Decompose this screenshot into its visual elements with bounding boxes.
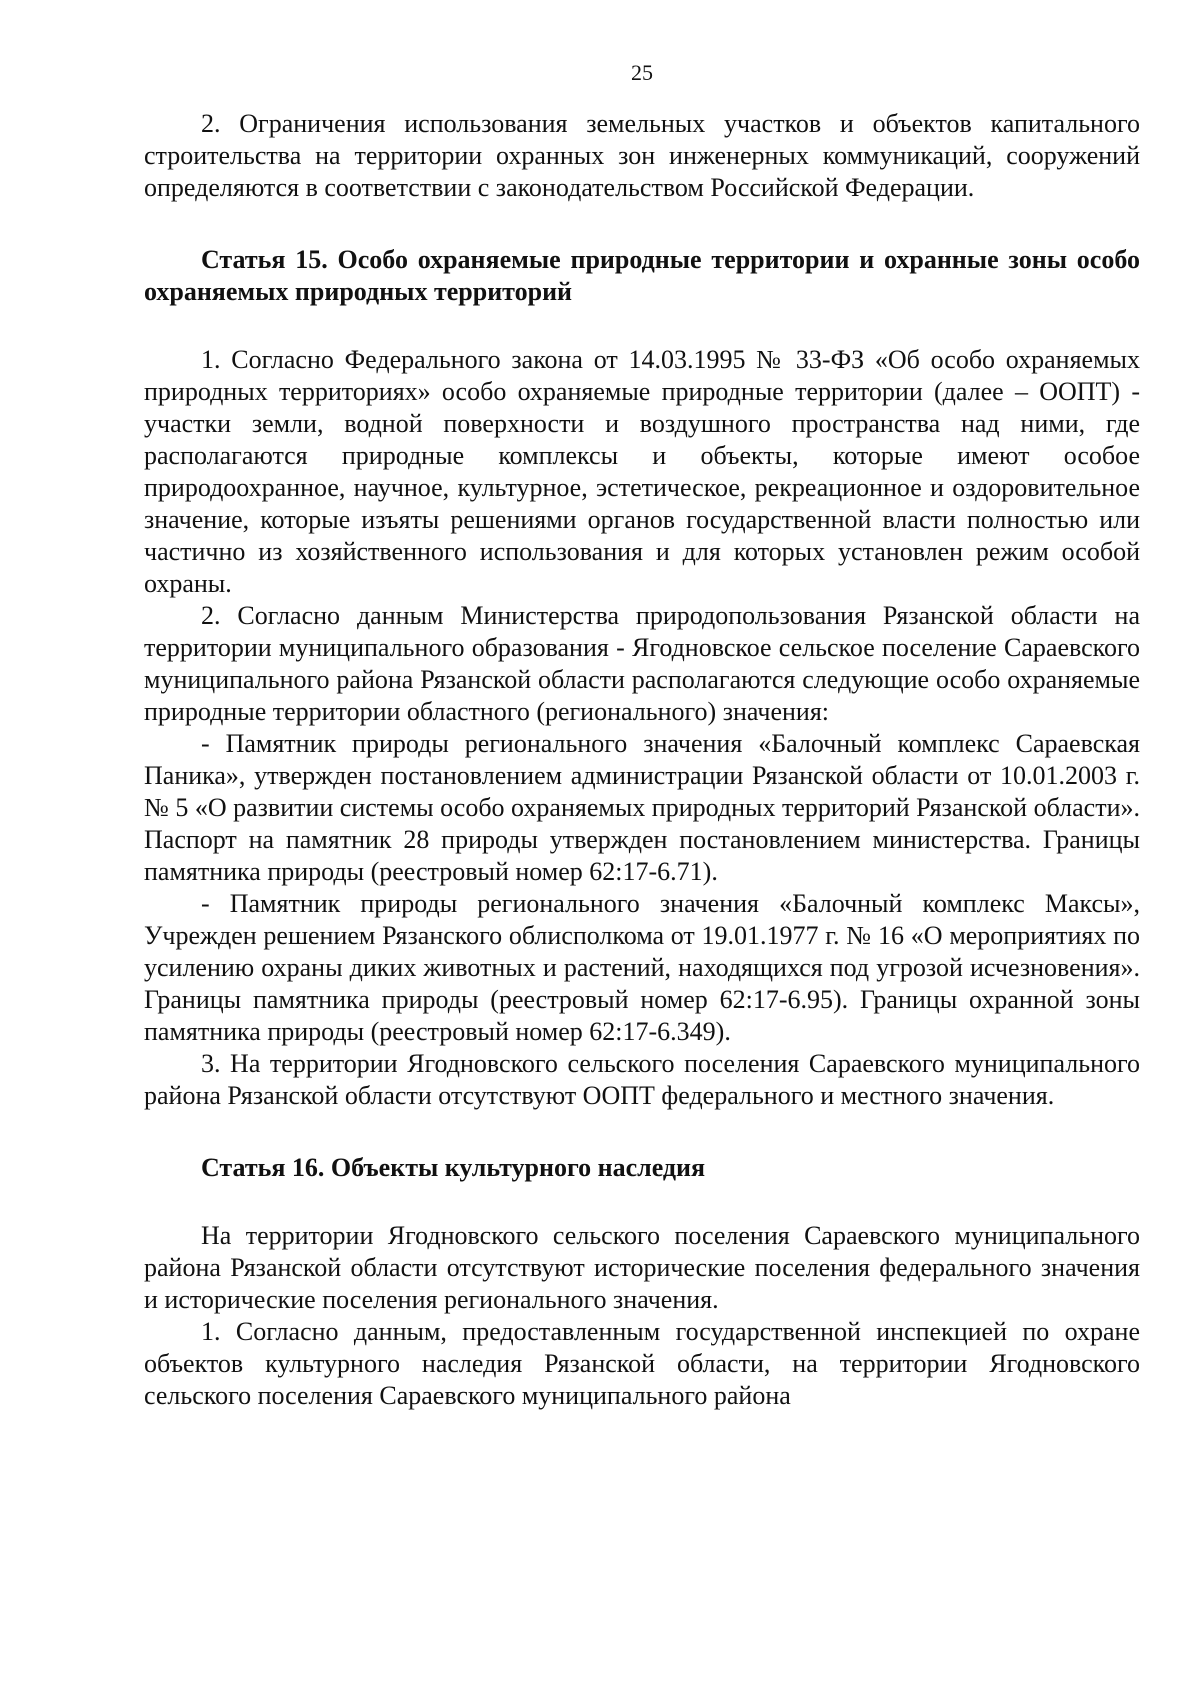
page-number: 25	[631, 60, 653, 85]
paragraph-restrictions: 2. Ограничения использования земельных участков и объектов капитального строительства на территории охранных зон инженерных коммуникаций, сооружений определяются в соответствии с законодательством Российской Федерации.	[144, 109, 1140, 202]
article-15-paragraph-2: 2. Согласно данным Министерства природопользования Рязанской области на территории муниципального образования - Ягодновское сельское поселение Сараевского муниципального района Рязанской области располагаются следующие особо охраняемые природные территории областного (регионального) значения:	[144, 601, 1140, 726]
article-16-heading: Статья 16. Объекты культурного наследия	[201, 1153, 706, 1182]
document-page	[144, 58, 1140, 1412]
article-15-paragraph-1: 1. Согласно Федерального закона от 14.03.1995 № 33-ФЗ «Об особо охраняемых природных территориях» особо охраняемые природные территории (далее – ООПТ) - участки земли, водной поверхности и воздушного пространства над ними, где располагаются природные комплексы и объекты, которые имеют особое природоохранное, научное, культурное, эстетическое, рекреационное и оздоровительное значение, которые изъяты решениями органов государственной власти полностью или частично из хозяйственного использования и для которых установлен режим особой охраны.	[144, 345, 1140, 598]
article-16-paragraph-1: 1. Согласно данным, предоставленным государственной инспекцией по охране объектов культурного наследия Рязанской области, на территории Ягодновского сельского поселения Сараевского муниципального района	[144, 1317, 1140, 1410]
article-15-list-item-2: - Памятник природы регионального значения «Балочный комплекс Максы», Учрежден решением Рязанского облисполкома от 19.01.1977 г. № 16 «О мероприятиях по усилению охраны диких животных и растений, находящихся под угрозой исчезновения». Границы памятника природы (реестровый номер 62:17-6.95). Границы охранной зоны памятника природы (реестровый номер 62:17-6.349).	[144, 889, 1140, 1046]
article-15-paragraph-3: 3. На территории Ягодновского сельского поселения Сараевского муниципального района Рязанской области отсутствуют ООПТ федерального и местного значения.	[144, 1049, 1140, 1110]
article-16-intro-paragraph: На территории Ягодновского сельского поселения Сараевского муниципального района Рязанской области отсутствуют исторические поселения федерального значения и исторические поселения регионального значения.	[144, 1221, 1140, 1314]
article-15-heading: Статья 15. Особо охраняемые природные территории и охранные зоны особо охраняемых природных территорий	[144, 245, 1140, 306]
article-15-list-item-1: - Памятник природы регионального значения «Балочный комплекс Сараевская Паника», утвержден постановлением администрации Рязанской области от 10.01.2003 г. № 5 «О развитии системы особо охраняемых природных территорий Рязанской области». Паспорт на памятник 28 природы утвержден постановлением министерства. Границы памятника природы (реестровый номер 62:17-6.71).	[144, 729, 1140, 886]
